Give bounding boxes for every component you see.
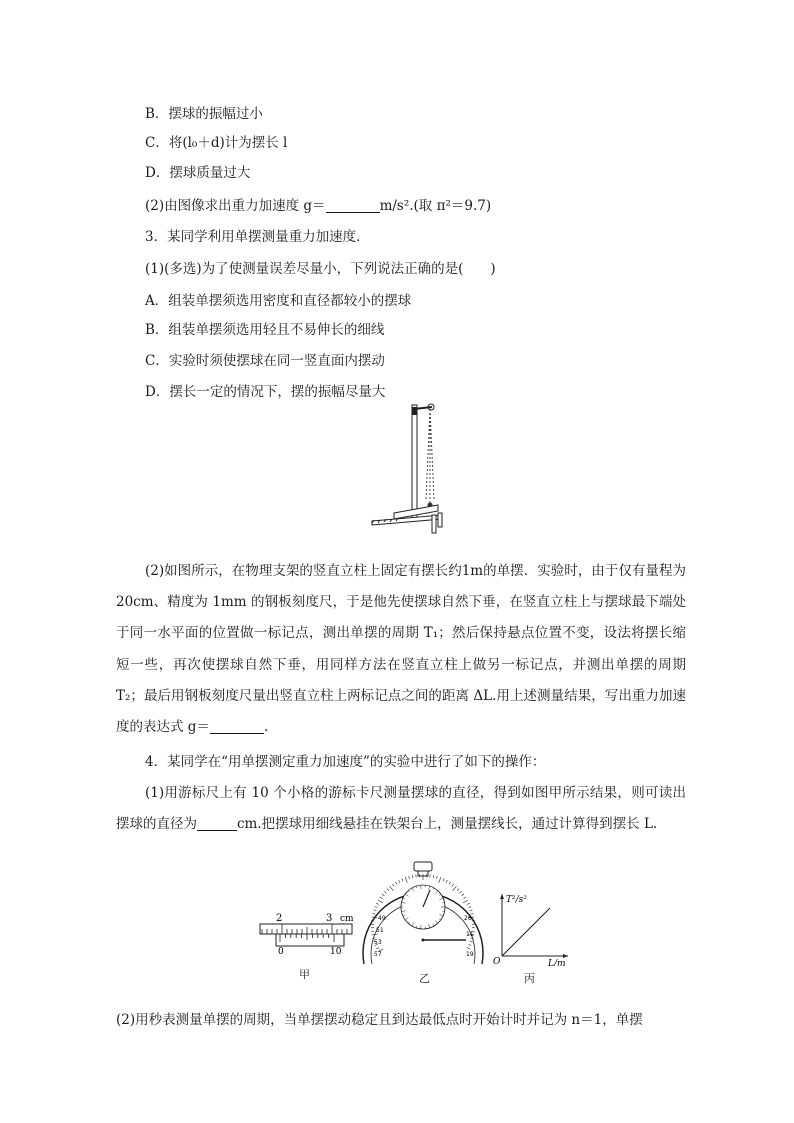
stopwatch-outer-tick xyxy=(376,903,379,904)
stopwatch-outer-tick xyxy=(468,907,471,908)
stopwatch-outer-tick xyxy=(375,907,378,908)
stopwatch-outer-tick xyxy=(452,884,454,886)
graph-series-line xyxy=(502,908,550,956)
q4-sub1-suffix: cm.把摆球用细线悬挂在铁架台上，测量摆线长，通过计算得到摆长 L. xyxy=(237,816,658,833)
stopwatch-outer-tick xyxy=(378,900,383,903)
figure-caption-yi: 乙 xyxy=(419,972,430,985)
stopwatch-outer-number: 57 xyxy=(374,951,382,958)
caliper-main-tick-label: 3 xyxy=(326,913,333,924)
stopwatch-outer-tick xyxy=(467,903,470,904)
q4-sub1-paragraph xyxy=(116,778,686,840)
stopwatch-outer-tick xyxy=(464,897,466,899)
stopwatch-outer-tick xyxy=(449,882,451,885)
stopwatch-outer-tick xyxy=(395,882,397,885)
stopwatch-outer-tick xyxy=(468,944,471,945)
q3-sub2-end: . xyxy=(263,719,269,736)
stopwatch-outer-number: 26 xyxy=(464,915,472,922)
q3-sub2-paragraph xyxy=(116,556,686,743)
stopwatch-outer-number: 53 xyxy=(374,939,382,946)
answer-blank[interactable] xyxy=(197,816,237,831)
q4-stem: 4．某同学在“用单摆测定重力加速度”的实验中进行了如下的操作： xyxy=(145,754,546,770)
q4-sub1-prefix: (1)用游标尺上有 10 个小格的游标卡尺测量摆球的直径，得到如图甲所示结果，则可读出摆球的直径为 xyxy=(116,785,686,833)
pendulum-stand-figure xyxy=(368,395,450,535)
stopwatch-outer-tick xyxy=(405,877,407,883)
stopwatch-outer-tick xyxy=(443,878,444,881)
stopwatch-outer-number: 19 xyxy=(466,951,474,958)
stopwatch-outer-tick xyxy=(470,941,473,942)
q3-stem: 3．某同学利用单摆测量重力加速度． xyxy=(145,229,370,245)
stopwatch-figure xyxy=(358,860,488,968)
stopwatch-outer-tick xyxy=(373,913,376,914)
q3-option-c: C．实验时须使摆球在同一竖直面内摆动 xyxy=(145,353,385,369)
stopwatch-outer-tick xyxy=(437,876,438,879)
stopwatch-outer-tick xyxy=(390,886,394,891)
stopwatch-outer-tick xyxy=(374,910,377,911)
q3-sub2-text: (2)如图所示，在物理支架的竖直立柱上固定有摆长约1m的单摆．实验时，由于仅有量程为 20cm、精度为 1mm 的钢板刻度尺，于是他先使摆球自然下垂，在竖直立柱上与摆球最下端处于同一水平面的位置做一标记点，测出单摆的周期 T₁；然后保持悬点位置不变，设法将摆长缩短一些，再次使摆球自然下垂，用同样方法在竖直立柱上做另一标记点，并测出单摆的周期 T₂；最后用钢板刻度尺量出竖直立柱上两标记点之间的距离 ΔL.用上述测量结果，写出重力加速度的表达式 g＝ xyxy=(116,563,686,736)
q4-sub2: (2)用秒表测量单摆的周期，当单摆摆动稳定且到达最低点时开始计时并记为 n＝1，单摆 xyxy=(116,1012,643,1028)
stopwatch-outer-tick xyxy=(380,897,382,899)
vernier-caliper-figure xyxy=(258,912,358,956)
graph-origin-label: O xyxy=(493,957,501,966)
stopwatch-outer-tick xyxy=(399,880,400,883)
stopwatch-outer-tick xyxy=(453,886,457,891)
graph-y-axis-label: T²/s² xyxy=(506,895,527,905)
q3-option-d: D．摆长一定的情况下，摆的振幅尽量大 xyxy=(145,384,386,400)
stopwatch-outer-tick xyxy=(439,877,441,883)
answer-blank[interactable] xyxy=(326,198,380,213)
stopwatch-outer-tick xyxy=(387,889,389,891)
stopwatch-outer-tick xyxy=(462,894,464,896)
stopwatch-outer-tick xyxy=(433,875,434,878)
stopwatch-outer-number: 49 xyxy=(378,915,386,922)
stopwatch-outer-tick xyxy=(446,880,447,883)
stopwatch-outer-number: 11 xyxy=(466,931,474,938)
q3-sub1: (1)(多选)为了使测量误差尽量小，下列说法正确的是( ) xyxy=(145,261,496,277)
figure-caption-jia: 甲 xyxy=(299,968,310,981)
q2-sub2-suffix: m/s².(取 π²＝9.7) xyxy=(379,198,492,214)
stopwatch-outer-tick xyxy=(467,947,470,948)
caliper-vernier-label: 10 xyxy=(330,947,342,956)
figure-caption-bing: 丙 xyxy=(524,972,535,985)
stopwatch-outer-tick xyxy=(457,889,459,891)
stopwatch-outer-tick xyxy=(412,875,413,878)
q3-option-a: A．组装单摆须选用密度和直径都较小的摆球 xyxy=(145,293,412,309)
q2-option-c: C．将(l₀＋d)计为摆长 l xyxy=(145,135,288,151)
q2-option-b: B．摆球的振幅过小 xyxy=(145,106,263,122)
graph-x-axis-label: L/m xyxy=(548,959,566,966)
t2-l-graph-figure xyxy=(492,890,572,966)
stopwatch-outer-tick xyxy=(409,876,410,879)
q3-option-b: B．组装单摆须选用轻且不易伸长的细线 xyxy=(145,322,385,338)
stopwatch-outer-tick xyxy=(463,900,468,903)
q2-sub2 xyxy=(145,196,491,216)
stopwatch-outer-tick xyxy=(402,878,403,881)
q2-sub2-prefix: (2)由图像求出重力加速度 g＝ xyxy=(145,198,326,214)
stopwatch-outer-number: 51 xyxy=(376,927,384,934)
caliper-main-tick-label: 2 xyxy=(276,913,283,924)
q2-option-d: D．摆球质量过大 xyxy=(145,165,251,181)
stopwatch-outer-tick xyxy=(376,947,379,948)
stopwatch-outer-tick xyxy=(470,910,473,911)
stopwatch-outer-tick xyxy=(384,891,386,893)
stopwatch-outer-tick xyxy=(392,884,394,886)
caliper-vernier-label: 0 xyxy=(278,947,284,956)
stopwatch-outer-tick xyxy=(382,894,384,896)
stopwatch-outer-tick xyxy=(459,891,461,893)
caliper-unit: cm xyxy=(340,914,354,924)
answer-blank[interactable] xyxy=(210,719,264,734)
